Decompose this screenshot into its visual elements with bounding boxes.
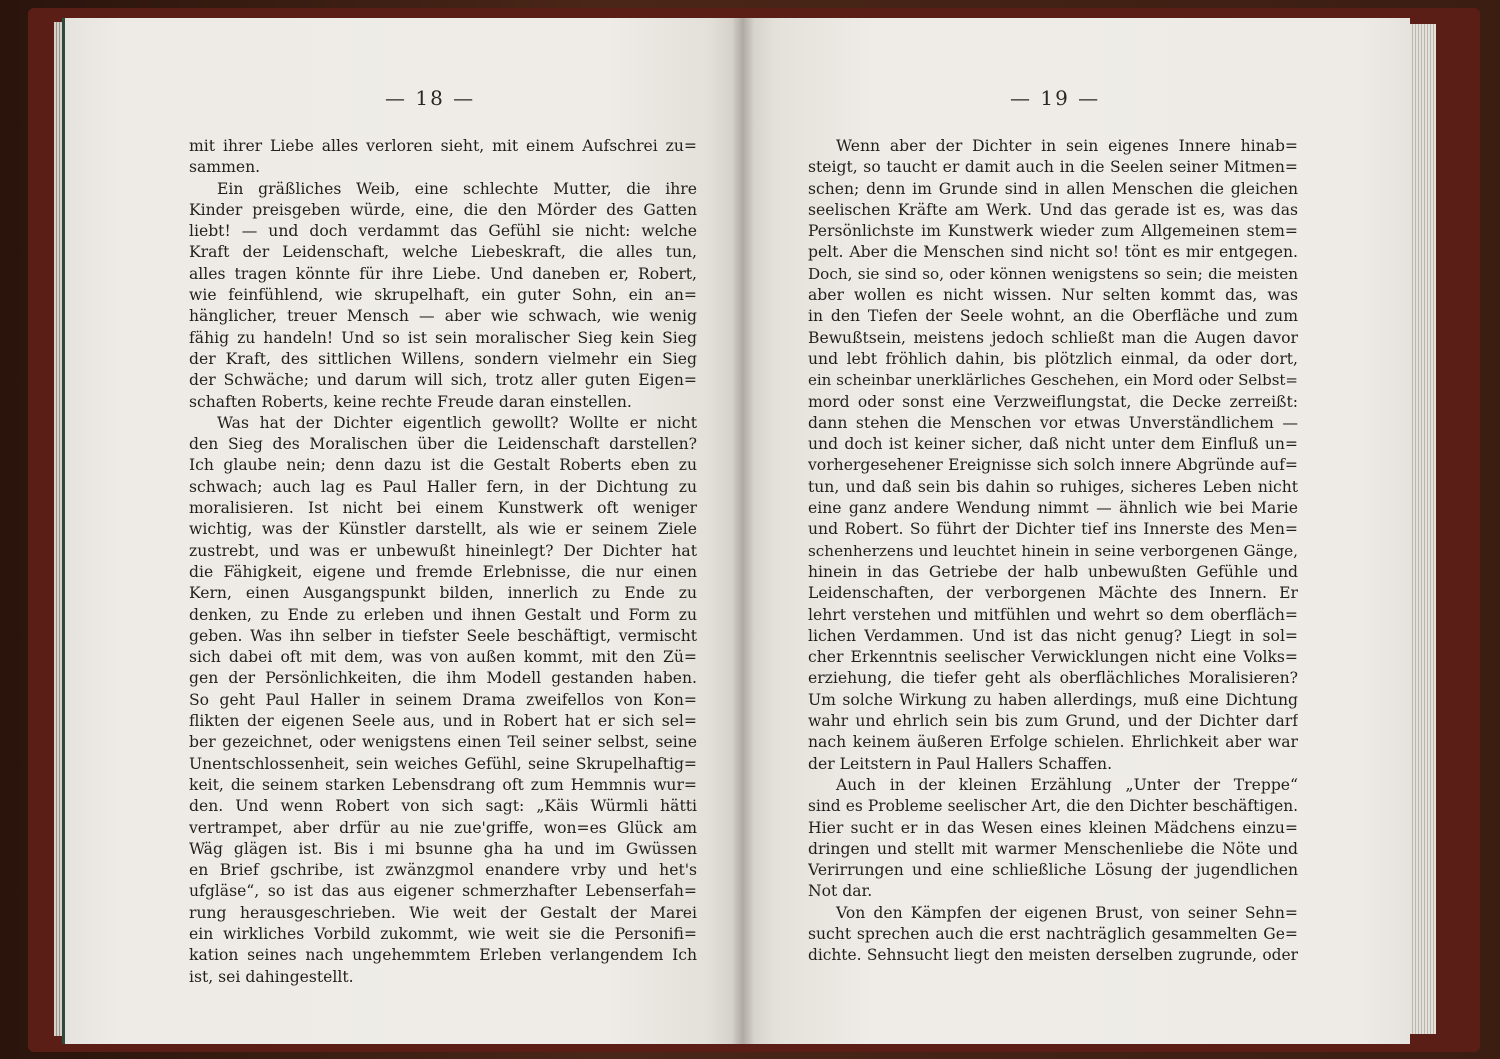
text-line: Wäg glägen ist. Bis i mi bsunne gha ha und im Gwüssen: [189, 839, 697, 858]
text-line: seelischen Kräfte am Werk. Und das gerade ist es, was das: [808, 200, 1298, 219]
right-page-text: [808, 136, 1298, 967]
text-line: ufgläse“, so ist das aus eigener schmerzhafter Lebenserfah=: [189, 882, 697, 901]
page-number: — 18 —: [385, 86, 476, 110]
text-line: en Brief gschribe, ist zwänzgmol enandere vrby und het's: [189, 861, 697, 880]
text-line: der Schwäche; und darum will sich, trotz aller guten Eigen=: [189, 371, 697, 390]
text-line: Doch, sie sind so, oder können wenigstens so sein; die meisten: [808, 264, 1298, 283]
text-line: Kinder preisgeben würde, eine, die den Mörder des Gatten: [189, 200, 697, 219]
text-line: schen; denn im Grunde sind in allen Menschen die gleichen: [808, 179, 1298, 198]
text-line: vertrampet, aber drfür au nie zue'griffe, won=es Glück am: [189, 818, 697, 837]
text-line: der Kraft, des sittlichen Willens, sondern vielmehr ein Sieg: [189, 349, 697, 368]
text-line: den Sieg des Moralischen über die Leidenschaft darstellen?: [189, 435, 697, 454]
text-line: den. Und wenn Robert von sich sagt: „Käis Würmli hätti: [189, 797, 697, 816]
text-line: gen der Persönlichkeiten, die ihm Modell gestanden haben.: [189, 669, 697, 688]
text-line: dichte. Sehnsucht liegt den meisten derselben zugrunde, oder: [808, 946, 1298, 965]
text-line: ein scheinbar unerklärliches Geschehen, ein Mord oder Selbst=: [808, 371, 1298, 390]
text-line: Auch in der kleinen Erzählung „Unter der Treppe“: [836, 775, 1298, 794]
text-line: ein wirkliches Vorbild zukommt, wie weit sie die Personifi=: [189, 924, 697, 943]
text-line: moralisieren. Ist nicht bei einem Kunstwerk oft weniger: [189, 499, 697, 518]
text-line: Ein gräßliches Weib, eine schlechte Mutter, die ihre: [217, 179, 697, 198]
text-line: vorhergesehener Ereignisse sich solch innere Abgründe auf=: [808, 456, 1298, 475]
text-line: schwach; auch lag es Paul Haller fern, in der Dichtung zu: [189, 477, 697, 496]
text-line: und Robert. So führt der Dichter tief ins Innerste des Men=: [808, 520, 1298, 539]
text-line: Hier sucht er in das Wesen eines kleinen Mädchens einzu=: [808, 818, 1298, 837]
text-line: liebt! — und doch verdammt das Gefühl sie nicht: welche: [189, 222, 697, 241]
text-line: Bewußtsein, meistens jedoch schließt man die Augen davor: [808, 328, 1298, 347]
text-line: eine ganz andere Wendung nimmt — ähnlich wie bei Marie: [808, 499, 1298, 518]
text-line: steigt, so taucht er damit auch in die Seelen seiner Mitmen=: [808, 158, 1298, 177]
left-page-text: [189, 136, 697, 988]
text-line: denken, zu Ende zu erleben und ihnen Gestalt und Form zu: [189, 605, 697, 624]
text-line: Leidenschaften, der verborgenen Mächte des Innern. Er: [808, 584, 1298, 603]
text-line: sind es Probleme seelischer Art, die den Dichter beschäftigen.: [808, 797, 1298, 816]
text-line: der Leitstern in Paul Hallers Schaffen.: [808, 754, 1113, 773]
text-line: Ich glaube nein; denn dazu ist die Gestalt Roberts eben zu: [189, 456, 697, 475]
text-line: Was hat der Dichter eigentlich gewollt? Wollte er nicht: [217, 413, 697, 432]
text-line: Unentschlossenheit, sein weiches Gefühl, seine Skrupelhaftig=: [189, 754, 697, 773]
text-line: lehrt verstehen und mitfühlen und wehrt so dem oberfläch=: [808, 605, 1298, 624]
text-line: Kraft der Leidenschaft, welche Liebeskraft, die alles tun,: [189, 243, 697, 262]
text-line: hinein in das Getriebe der halb unbewußten Gefühle und: [808, 562, 1298, 581]
text-line: sucht sprechen auch die erst nachträglich gesammelten Ge=: [808, 924, 1298, 943]
text-line: aber wollen es nicht wissen. Nur selten kommt das, was: [808, 286, 1298, 305]
text-line: dann stehen die Menschen vor etwas Unverständlichem —: [808, 413, 1298, 432]
text-line: Persönlichste im Kunstwerk wieder zum Allgemeinen stem=: [808, 222, 1298, 241]
text-line: cher Erkenntnis seelischer Verwicklungen nicht eine Volks=: [808, 648, 1298, 667]
text-line: erziehung, die tiefer geht als oberflächliches Moralisieren?: [808, 669, 1298, 688]
text-line: hänglicher, treuer Mensch — aber wie schwach, wie wenig: [189, 307, 697, 326]
text-line: kation seines nach ungehemmtem Erleben verlangendem Ich: [189, 946, 697, 965]
left-page-edges: [54, 22, 62, 1036]
text-line: und doch ist keiner sicher, daß nicht unter dem Einfluß un=: [808, 435, 1298, 454]
text-line: keit, die seinem starken Lebensdrang oft zum Hemmnis wur=: [189, 775, 697, 794]
text-line: schenherzens und leuchtet hinein in seine verborgenen Gänge,: [808, 541, 1298, 560]
text-line: pelt. Aber die Menschen sind nicht so! tönt es mir entgegen.: [808, 243, 1298, 262]
text-line: ist, sei dahingestellt.: [189, 967, 354, 986]
text-line: in den Tiefen der Seele wohnt, an die Oberfläche und zum: [808, 307, 1298, 326]
text-line: flikten der eigenen Seele aus, und in Robert hat er sich sel=: [189, 712, 697, 731]
text-line: wahr und ehrlich sein bis zum Grund, und der Dichter darf: [808, 712, 1298, 731]
text-line: alles tragen könnte für ihre Liebe. Und daneben er, Robert,: [189, 264, 697, 283]
text-line: lichen Verdammen. Und ist das nicht genug? Liegt in sol=: [808, 626, 1298, 645]
text-line: sammen.: [189, 158, 261, 177]
text-line: rung herausgeschrieben. Wie weit der Gestalt der Marei: [189, 903, 697, 922]
text-line: sich dabei oft mit dem, was von außen kommt, mit den Zü=: [189, 648, 697, 667]
text-line: nach keinem äußeren Erfolge schielen. Ehrlichkeit aber war: [808, 733, 1298, 752]
text-line: dringen und stellt mit warmer Menschenliebe die Nöte und: [808, 839, 1298, 858]
text-line: zustrebt, und was er unbewußt hineinlegt? Der Dichter hat: [189, 541, 697, 560]
text-line: Kern, einen Ausgangspunkt bilden, innerlich zu Ende zu: [189, 584, 697, 603]
text-line: wie feinfühlend, wie skrupelhaft, ein guter Sohn, ein an=: [189, 286, 697, 305]
left-page: [62, 18, 742, 1044]
text-line: Um solche Wirkung zu haben allerdings, muß eine Dichtung: [808, 690, 1298, 709]
text-line: So geht Paul Haller in seinem Drama zweifellos von Kon=: [189, 690, 697, 709]
page-number: — 19 —: [1010, 86, 1101, 110]
text-line: Verirrungen und eine schließliche Lösung der jugendlichen: [808, 861, 1298, 880]
text-line: wichtig, was der Künstler darstellt, als wie er seinem Ziele: [189, 520, 697, 539]
text-line: und lebt fröhlich dahin, bis plötzlich einmal, da oder dort,: [808, 349, 1298, 368]
text-line: die Fähigkeit, eigene und fremde Erlebnisse, die nur einen: [189, 562, 697, 581]
text-line: Not dar.: [808, 882, 873, 901]
book-gutter: [732, 18, 754, 1044]
text-line: tun, und daß sein bis dahin so ruhiges, sicheres Leben nicht: [808, 477, 1298, 496]
text-line: fähig zu handeln! Und so ist sein moralischer Sieg kein Sieg: [189, 328, 697, 347]
text-line: mord oder sonst eine Verzweiflungstat, die Decke zerreißt:: [808, 392, 1298, 411]
text-line: schaften Roberts, keine rechte Freude daran einstellen.: [189, 392, 632, 411]
text-line: Von den Kämpfen der eigenen Brust, von seiner Sehn=: [836, 903, 1298, 922]
right-page-edges: [1410, 24, 1436, 1034]
text-line: Wenn aber der Dichter in sein eigenes Innere hinab=: [836, 137, 1298, 155]
text-line: geben. Was ihn selber in tiefster Seele beschäftigt, vermischt: [189, 626, 697, 645]
text-line: mit ihrer Liebe alles verloren sieht, mit einem Aufschrei zu=: [189, 137, 697, 155]
right-page: [742, 18, 1410, 1044]
text-line: ber gezeichnet, oder wenigstens einen Teil seiner selbst, seine: [189, 733, 697, 752]
